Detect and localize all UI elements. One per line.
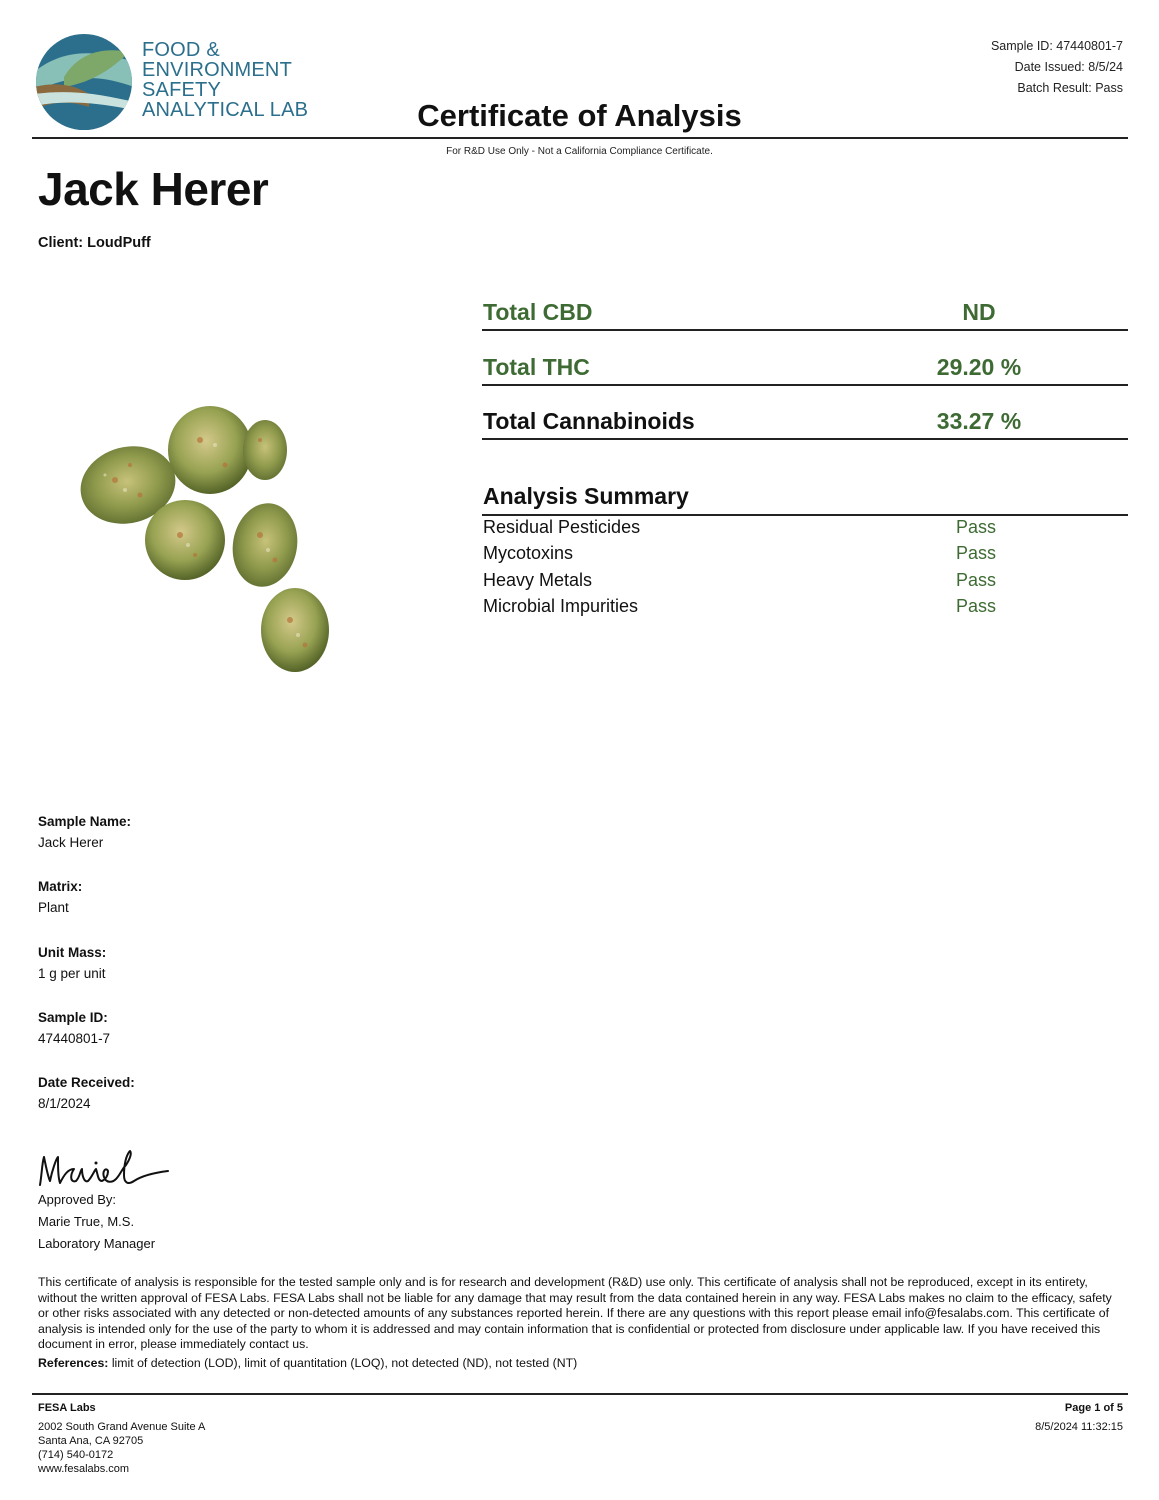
product-photo xyxy=(70,395,350,685)
logo-line: ENVIRONMENT xyxy=(142,59,292,81)
summary-row xyxy=(483,570,1128,596)
header-divider xyxy=(32,137,1128,139)
logo-line: ANALYTICAL LAB xyxy=(142,99,309,121)
info-item xyxy=(38,1008,135,1073)
summary-test-name: Microbial Impurities xyxy=(483,595,639,616)
summary-test-name: Heavy Metals xyxy=(483,569,593,590)
summary-test-result: Pass xyxy=(955,569,997,590)
potency-value: ND xyxy=(962,299,996,325)
potency-label: Total THC xyxy=(483,354,590,380)
analysis-summary-title: Analysis Summary xyxy=(483,483,689,509)
client-name: Client: LoudPuff xyxy=(38,235,151,251)
info-value: 8/1/2024 xyxy=(38,1096,91,1112)
info-label: Sample ID: xyxy=(38,1009,108,1025)
header-meta xyxy=(991,36,1123,99)
lab-name: FESA Labs xyxy=(38,1402,96,1414)
info-value: Jack Herer xyxy=(38,835,104,850)
website-link[interactable]: www.fesalabs.com xyxy=(38,1463,130,1475)
info-item xyxy=(38,1073,135,1138)
sample-id-text: Sample ID: 47440801-7 xyxy=(990,39,1123,53)
potency-value: 33.27 % xyxy=(936,408,1022,434)
product-name: Jack Herer xyxy=(38,163,269,215)
potency-row-total xyxy=(482,408,1128,440)
address-line: Santa Ana, CA 92705 xyxy=(38,1435,144,1447)
references-text: limit of detection (LOD), limit of quantitation (LOQ), not detected (ND), not tested (NT) xyxy=(108,1356,578,1370)
footer-page-info xyxy=(1035,1401,1123,1434)
approver-role: Laboratory Manager xyxy=(38,1236,156,1251)
summary-divider xyxy=(482,514,1128,516)
summary-row xyxy=(483,543,1128,569)
logo-line: FOOD & xyxy=(142,39,220,61)
analysis-summary-list xyxy=(483,517,1128,622)
phone-number: (714) 540-0172 xyxy=(38,1449,114,1461)
legal-disclaimer: This certificate of analysis is responsible for the tested sample only and is for research and development (R&D) use only. This certificate of analysis shall not be reproduced, except in its entirety, without the written approval of FESA Labs. FESA Labs shall not be liable for any damage that may result from the data contained herein in any way. FESA Labs makes no claim to the efficacy, safety or other risks associated with any detected or non-detected amounts of any substances reported herein. If there are any questions with this report please email info@fesalabs.com. This certificate of analysis is intended only for the use of the party to whom it is addressed and may contain information that is confidential or protected from disclosure under applicable law. If you have received this document in error, please immediately contact us. xyxy=(38,1275,1112,1351)
generated-timestamp: 8/5/2024 11:32:15 xyxy=(1035,1421,1123,1433)
potency-row-thc xyxy=(482,354,1128,386)
info-value: 1 g per unit xyxy=(38,965,106,981)
approved-by-label: Approved By: xyxy=(38,1192,117,1207)
summary-test-result: Pass xyxy=(955,543,997,564)
info-item xyxy=(38,943,135,1008)
potency-label: Total CBD xyxy=(483,299,593,325)
date-issued-text: Date Issued: 8/5/24 xyxy=(1014,60,1123,74)
logo-line: SAFETY xyxy=(142,79,221,101)
summary-test-result: Pass xyxy=(955,595,997,616)
summary-row xyxy=(483,596,1128,622)
info-label: Unit Mass: xyxy=(38,944,107,960)
address-line: 2002 South Grand Avenue Suite A xyxy=(38,1421,206,1433)
approval-block xyxy=(38,1189,155,1255)
info-item xyxy=(38,812,135,877)
info-label: Sample Name: xyxy=(38,814,132,829)
summary-test-name: Residual Pesticides xyxy=(483,517,641,537)
info-label: Matrix: xyxy=(38,879,83,895)
info-item xyxy=(38,877,135,942)
summary-row xyxy=(483,517,1128,543)
top-disclaimer: For R&D Use Only - Not a California Compliance Certificate. xyxy=(446,146,713,157)
signature-image xyxy=(36,1145,176,1193)
info-label: Date Received: xyxy=(38,1075,135,1091)
potency-label: Total Cannabinoids xyxy=(483,408,695,434)
potency-value: 29.20 % xyxy=(936,354,1022,380)
sample-info xyxy=(38,812,135,1138)
summary-test-name: Mycotoxins xyxy=(483,543,574,564)
page-number: Page 1 of 5 xyxy=(1064,1402,1123,1414)
batch-result-text: Batch Result: Pass xyxy=(1017,81,1123,95)
references-label: References: xyxy=(38,1356,109,1370)
footer-divider xyxy=(32,1393,1128,1395)
info-value: Plant xyxy=(38,900,69,916)
references xyxy=(38,1356,1118,1370)
info-value: 47440801-7 xyxy=(38,1030,111,1046)
summary-test-result: Pass xyxy=(955,517,997,537)
approver-name: Marie True, M.S. xyxy=(38,1214,135,1229)
footer-address xyxy=(38,1401,205,1476)
potency-row-cbd xyxy=(482,299,1128,331)
document-title: Certificate of Analysis xyxy=(417,98,742,133)
